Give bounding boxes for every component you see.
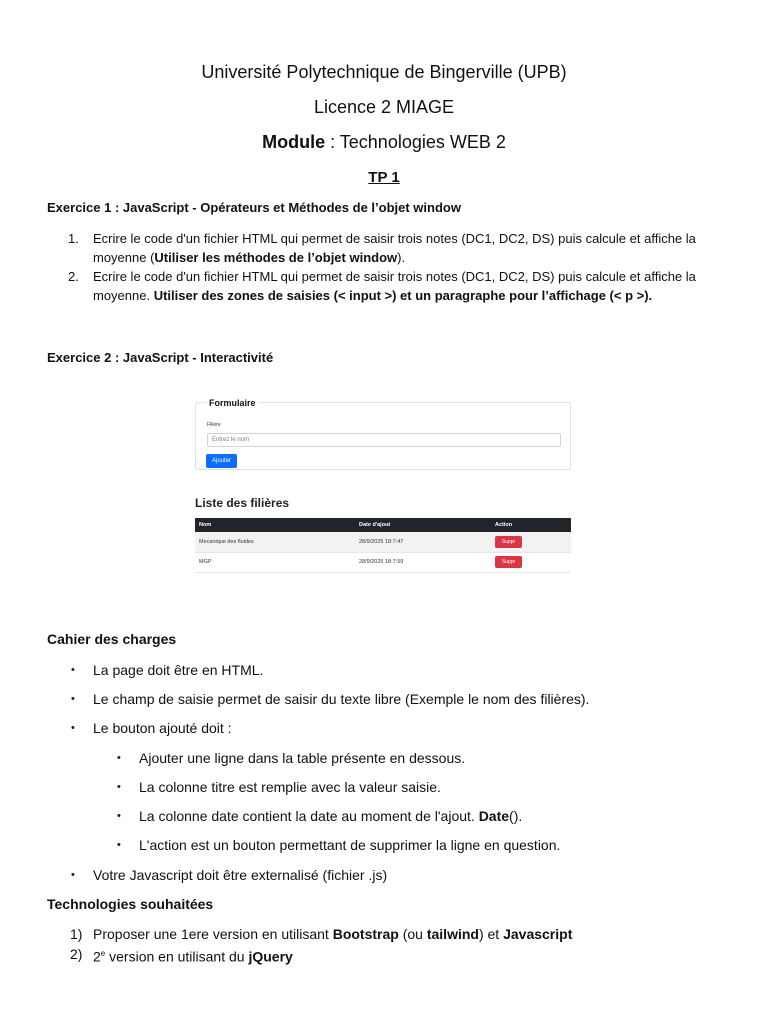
exercise1-list [48, 229, 728, 305]
bullet-icon: • [117, 810, 121, 822]
list-item-text: Le champ de saisie permet de saisir du texte libre (Exemple le nom des filières). [93, 691, 590, 707]
module-name: : Technologies WEB 2 [325, 132, 506, 152]
exercise1-item [48, 267, 728, 305]
list-item [48, 945, 572, 965]
list-item-text: La page doit être en HTML. [93, 662, 264, 678]
list-item-text: Votre Javascript doit être externalisé (fichier .js) [93, 867, 388, 883]
table-row [195, 532, 571, 552]
form-legend: Formulaire [209, 398, 256, 408]
exercise1-item [48, 229, 728, 267]
item-text: ). [397, 250, 406, 265]
filieres-table [195, 518, 571, 573]
list-item-text: ) et [478, 926, 504, 942]
bullet-icon: • [71, 869, 75, 881]
program-title: Licence 2 MIAGE [313, 97, 455, 117]
cahier-title: Cahier des charges [47, 631, 177, 647]
col-header-action: Action [491, 518, 571, 532]
list-item-text: Le bouton ajouté doit : [93, 720, 232, 736]
item-text-line [93, 286, 728, 305]
add-button: Ajouter [206, 454, 237, 468]
bullet-icon: • [71, 722, 75, 734]
filiere-input: Entrez le nom [207, 433, 561, 447]
delete-button: Suppr [495, 556, 522, 568]
table-row [195, 552, 571, 572]
module-label: Module [262, 132, 326, 152]
list-item [71, 661, 589, 690]
list-item-text: Proposer une 1ere version en utilisant [93, 926, 333, 942]
filiere-label: Filière [207, 422, 221, 428]
bullet-icon: • [71, 664, 75, 676]
item-number: 2) [70, 946, 83, 962]
list-item-text: 2 [93, 948, 101, 965]
item-text: moyenne. [93, 288, 154, 303]
superscript: e [100, 949, 106, 958]
cell-action [491, 532, 571, 552]
item-text-line [93, 248, 728, 267]
example-screenshot [195, 392, 573, 580]
list-item-text: L'action est un bouton permettant de supprimer la ligne en question. [139, 837, 561, 853]
list-item [48, 925, 572, 945]
table-header-row [195, 518, 571, 532]
item-number: 1) [70, 926, 83, 942]
list-item-text: Ajouter une ligne dans la table présente en dessous. [139, 750, 466, 766]
list-item-bold-text: Date [478, 808, 510, 824]
technologies-list [48, 925, 572, 965]
list-item-bold-text: Javascript [503, 926, 573, 942]
university-title: Université Polytechnique de Bingerville (UPB) [201, 62, 567, 82]
item-text-line: Ecrire le code d'un fichier HTML qui permet de saisir trois notes (DC1, DC2, DS) puis calcule et affiche la [93, 269, 696, 284]
cell-nom: MGP [195, 552, 355, 572]
list-item [117, 778, 560, 807]
item-text: moyenne ( [93, 250, 155, 265]
cahier-list [71, 661, 590, 748]
cahier-list-end [71, 866, 388, 895]
exercise2-title: Exercice 2 : JavaScript - Interactivité [47, 350, 274, 365]
list-item-text: (). [509, 808, 523, 824]
list-item-text: (ou [398, 926, 427, 942]
col-header-nom: Nom [195, 518, 355, 532]
tp-title: TP 1 [368, 169, 400, 186]
cell-date: 28/9/2025 18:7:59 [355, 552, 491, 572]
list-item-bold-text: jQuery [248, 948, 293, 965]
list-item-text: La colonne titre est remplie avec la valeur saisie. [139, 779, 441, 795]
list-item-text: La colonne date contient la date au moment de l'ajout. [139, 808, 479, 824]
list-item [71, 719, 589, 748]
list-item [71, 690, 590, 719]
item-text-line: Ecrire le code d'un fichier HTML qui permet de saisir trois notes (DC1, DC2, DS) puis calcule et affiche la [93, 231, 696, 246]
list-item [71, 866, 388, 895]
exercise1-title: Exercice 1 : JavaScript - Opérateurs et Méthodes de l’objet window [47, 200, 461, 215]
cell-date: 28/9/2025 18:7:47 [355, 532, 491, 552]
cell-nom: Mecanique des fluides [195, 532, 355, 552]
list-item-bold-text: tailwind [426, 926, 479, 942]
item-number: 2. [68, 269, 79, 284]
list-item-text: version en utilisant du [105, 948, 249, 965]
item-bold-text: Utiliser les méthodes de l’objet window [154, 250, 398, 265]
list-item-bold-text: Bootstrap [332, 926, 399, 942]
list-item [117, 749, 560, 778]
bullet-icon: • [117, 839, 121, 851]
list-title: Liste des filières [195, 496, 290, 510]
cahier-sublist [117, 749, 561, 865]
item-bold-text: Utiliser des zones de saisies (< input >) et un paragraphe pour l’affichage (< p >). [153, 288, 653, 303]
bullet-icon: • [117, 781, 121, 793]
bullet-icon: • [71, 693, 75, 705]
col-header-date: Date d'ajout [355, 518, 491, 532]
list-item [117, 836, 561, 865]
item-number: 1. [68, 231, 79, 246]
module-title [0, 132, 768, 153]
delete-button: Suppr [495, 536, 522, 548]
list-item [117, 807, 560, 836]
cell-action [491, 552, 571, 572]
technologies-title: Technologies souhaitées [47, 896, 214, 912]
bullet-icon: • [117, 752, 121, 764]
